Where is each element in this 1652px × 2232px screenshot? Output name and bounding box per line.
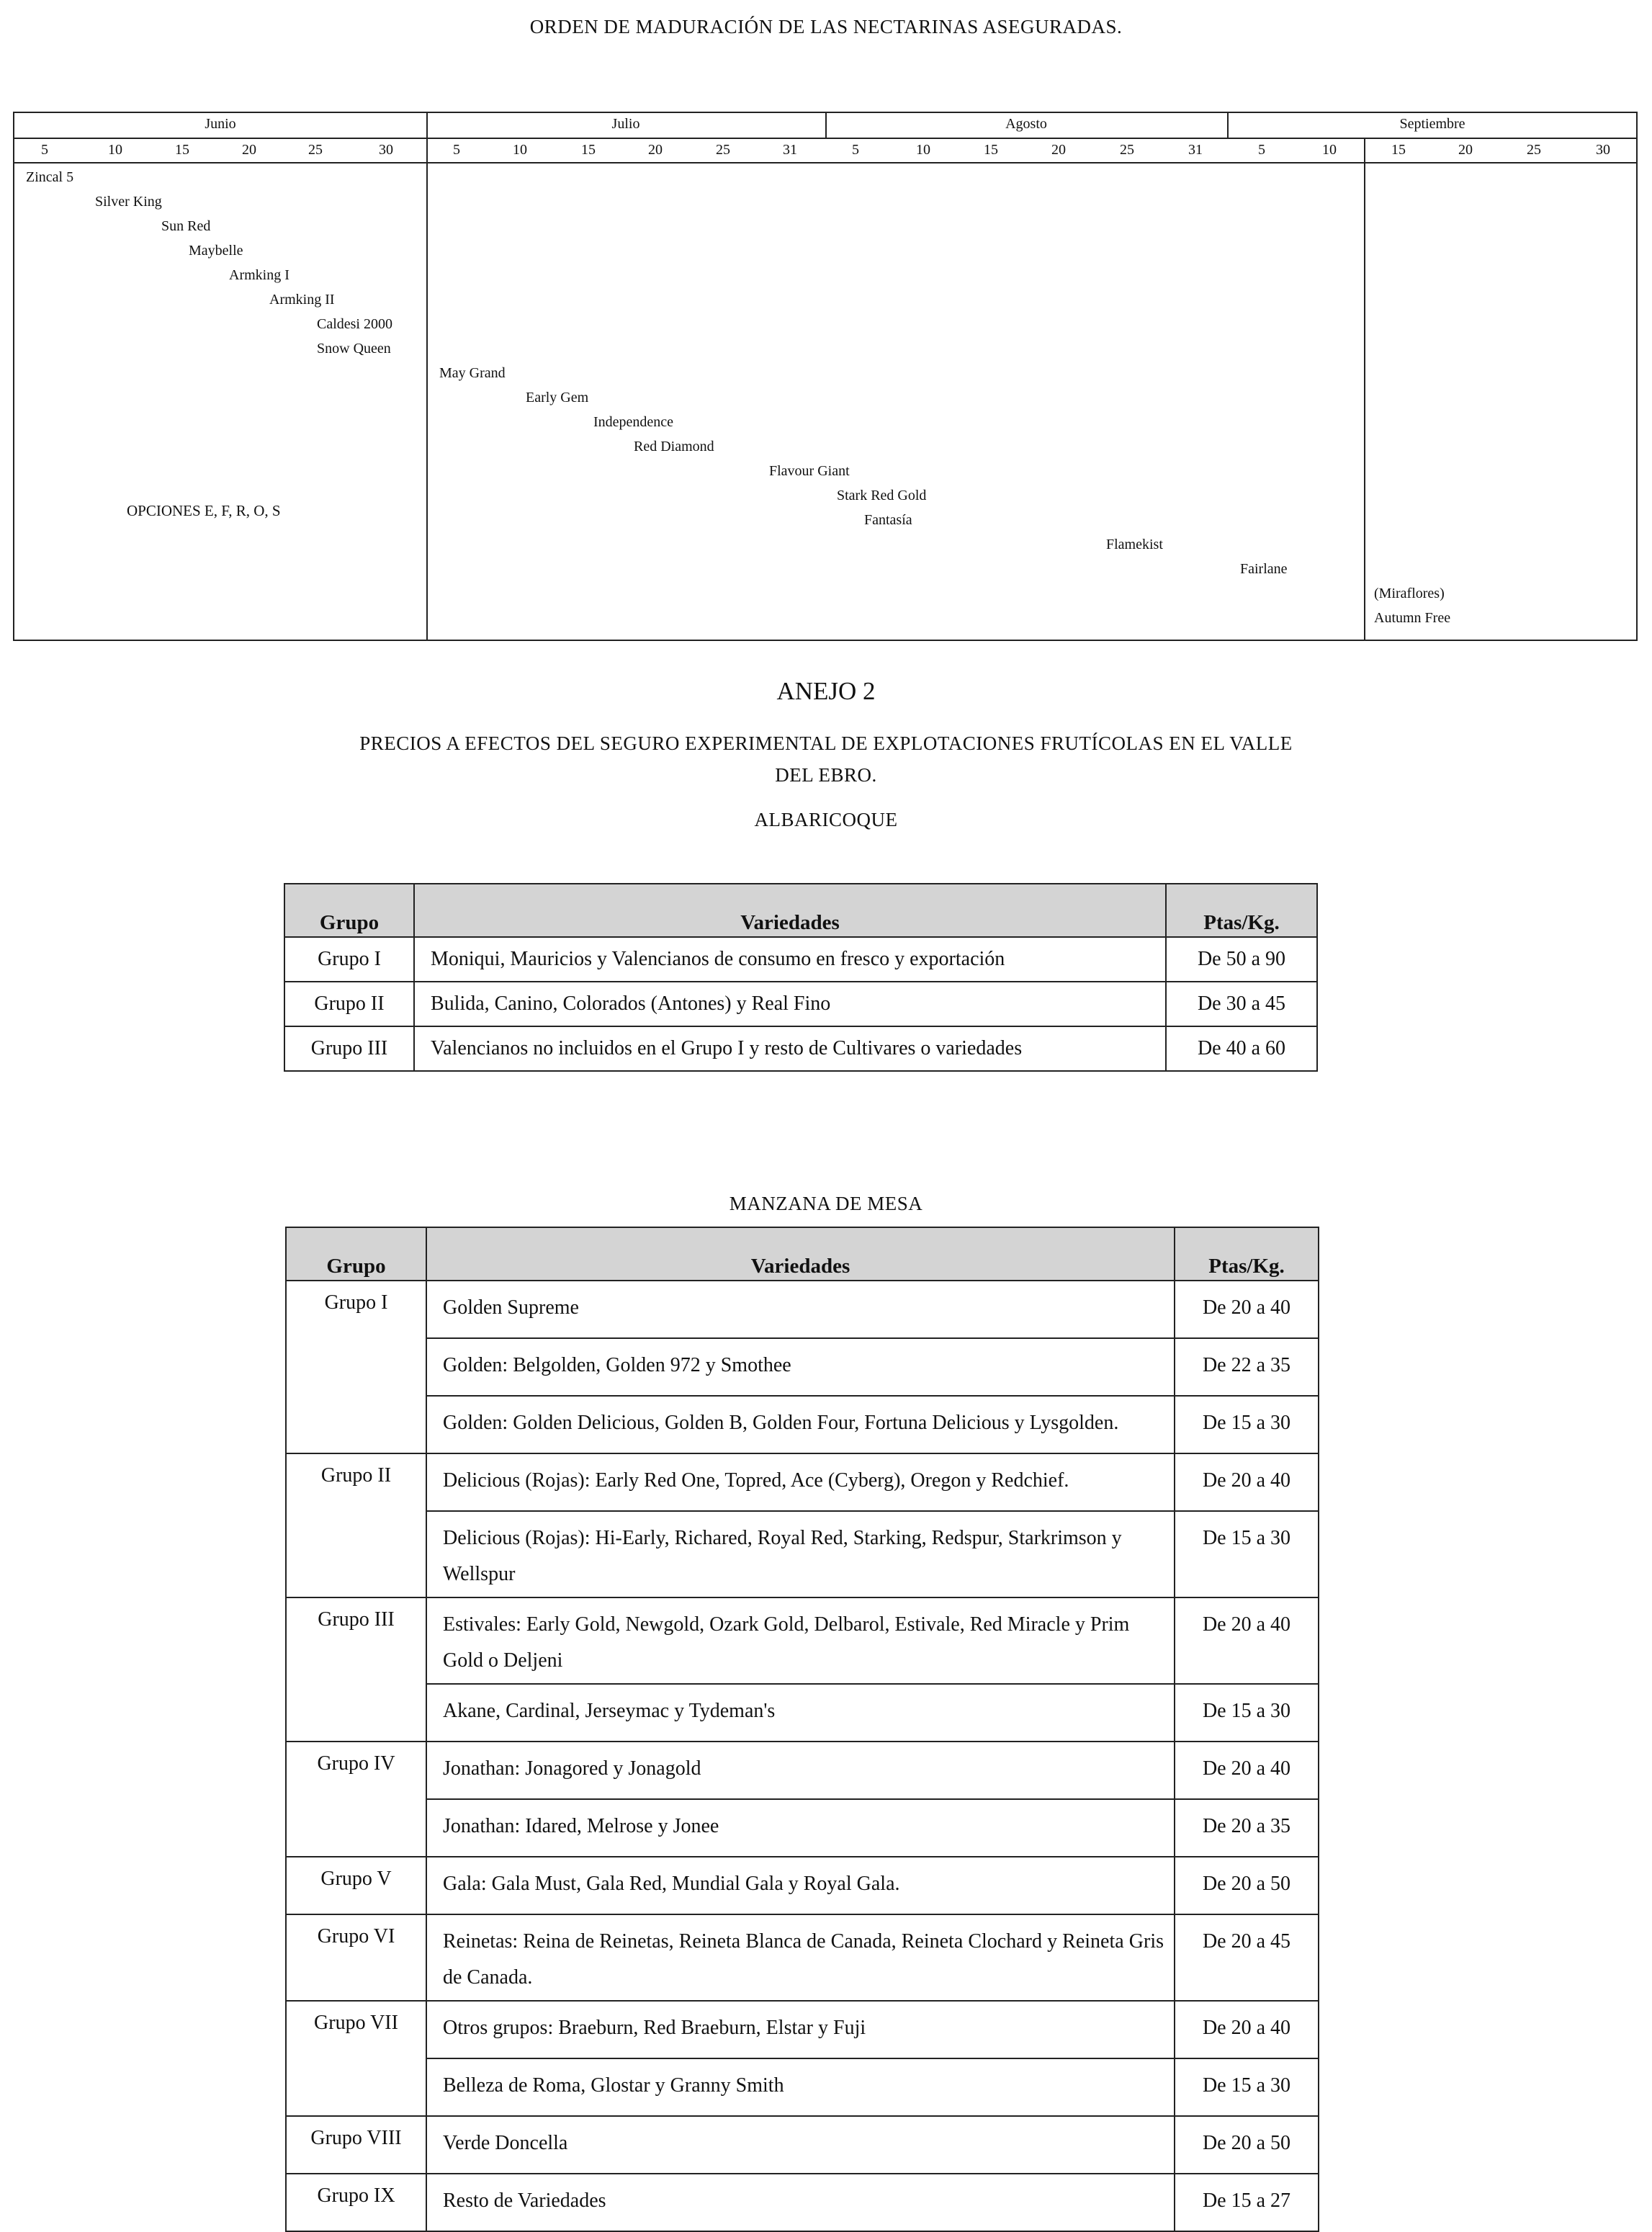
table-row — [286, 1281, 1319, 1338]
variedades-cell: Akane, Cardinal, Jerseymac y Tydeman's — [426, 1684, 1175, 1742]
variety-label: Armking I — [229, 267, 289, 283]
variety-label: Zincal 5 — [26, 169, 74, 185]
variety-label: Silver King — [95, 194, 162, 210]
variety-label: Flavour Giant — [769, 463, 850, 479]
table-row — [286, 1684, 1319, 1742]
variety-label: Early Gem — [526, 390, 589, 405]
column-header-grupo: Grupo — [284, 884, 414, 937]
variety-label: Caldesi 2000 — [317, 316, 392, 332]
precio-cell: De 20 a 40 — [1175, 1742, 1319, 1799]
manzana-heading: MANZANA DE MESA — [729, 1193, 923, 1214]
variedades-cell: Moniqui, Mauricios y Valencianos de consumo en fresco y exportación — [414, 937, 1166, 982]
variety-label: Independence — [593, 414, 674, 430]
variety-label: Autumn Free — [1374, 610, 1451, 626]
column-header-precio: Ptas/Kg. — [1166, 884, 1317, 937]
grupo-cell: Grupo II — [284, 982, 414, 1026]
variedades-cell: Golden: Golden Delicious, Golden B, Golden Four, Fortuna Delicious y Lysgolden. — [426, 1396, 1175, 1453]
grupo-cell: Grupo VIII — [286, 2116, 426, 2174]
precio-cell: De 20 a 50 — [1175, 2116, 1319, 2174]
grupo-cell: Grupo VII — [286, 2001, 426, 2116]
grupo-cell: Grupo I — [286, 1281, 426, 1453]
annex-subtitle-line: DEL EBRO. — [775, 764, 877, 786]
day-tick: 5 — [852, 142, 859, 158]
day-tick: 5 — [453, 142, 460, 158]
variedades-cell: Valencianos no incluidos en el Grupo I y resto de Cultivares o variedades — [414, 1026, 1166, 1071]
month-label: Julio — [611, 116, 640, 132]
variedades-cell: Bulida, Canino, Colorados (Antones) y Real Fino — [414, 982, 1166, 1026]
precio-cell: De 20 a 40 — [1175, 2001, 1319, 2058]
variedades-cell: Resto de Variedades — [426, 2174, 1175, 2231]
month-label: Agosto — [1005, 116, 1047, 132]
precio-cell: De 20 a 40 — [1175, 1281, 1319, 1338]
precio-cell: De 20 a 40 — [1175, 1453, 1319, 1511]
variedades-cell: Golden Supreme — [426, 1281, 1175, 1338]
variety-label: Fairlane — [1240, 561, 1288, 577]
precio-cell: De 30 a 45 — [1166, 982, 1317, 1026]
variety-label: Snow Queen — [317, 341, 391, 357]
table-row — [284, 937, 1317, 982]
variety-label: Stark Red Gold — [837, 488, 927, 503]
grupo-cell: Grupo IV — [286, 1742, 426, 1857]
day-tick: 20 — [1458, 142, 1473, 158]
precio-cell: De 15 a 30 — [1175, 1396, 1319, 1453]
day-tick: 25 — [716, 142, 730, 158]
ripening-chart — [13, 112, 1638, 641]
table-row — [284, 982, 1317, 1026]
day-tick: 15 — [175, 142, 189, 158]
table-row — [286, 2001, 1319, 2058]
precio-cell: De 15 a 30 — [1175, 1684, 1319, 1742]
variedades-cell: Delicious (Rojas): Hi-Early, Richared, Royal Red, Starking, Redspur, Starkrimson y Wellspur — [426, 1511, 1175, 1597]
table-row — [286, 1799, 1319, 1857]
day-tick: 20 — [242, 142, 256, 158]
grupo-cell: Grupo V — [286, 1857, 426, 1914]
grupo-cell: Grupo III — [286, 1597, 426, 1742]
variety-label: Maybelle — [189, 243, 243, 259]
day-tick: 15 — [581, 142, 596, 158]
day-tick: 25 — [1120, 142, 1134, 158]
table-header-row — [284, 884, 1317, 937]
annex-subtitle — [0, 727, 1652, 791]
day-tick: 30 — [1596, 142, 1610, 158]
table-row — [286, 2058, 1319, 2116]
options-label: OPCIONES E, F, R, O, S — [127, 502, 281, 519]
manzana-price-table — [285, 1227, 1319, 2232]
grupo-cell: Grupo I — [284, 937, 414, 982]
table-row — [286, 1338, 1319, 1396]
table-row — [286, 2116, 1319, 2174]
precio-cell: De 20 a 45 — [1175, 1914, 1319, 2001]
ripening-chart-title: ORDEN DE MADURACIÓN DE LAS NECTARINAS ASEGURADAS. — [529, 16, 1123, 37]
variedades-cell: Delicious (Rojas): Early Red One, Topred, Ace (Cyberg), Oregon y Redchief. — [426, 1453, 1175, 1511]
day-tick: 25 — [1527, 142, 1541, 158]
albaricoque-heading: ALBARICOQUE — [754, 809, 898, 830]
variedades-cell: Gala: Gala Must, Gala Red, Mundial Gala y Royal Gala. — [426, 1857, 1175, 1914]
table-row — [286, 1914, 1319, 2001]
variety-label: Fantasía — [864, 512, 912, 528]
table-row — [284, 1026, 1317, 1071]
variedades-cell: Golden: Belgolden, Golden 972 y Smothee — [426, 1338, 1175, 1396]
table-row — [286, 1396, 1319, 1453]
variedades-cell: Verde Doncella — [426, 2116, 1175, 2174]
variety-label: May Grand — [439, 365, 506, 381]
precio-cell: De 40 a 60 — [1166, 1026, 1317, 1071]
table-row — [286, 1597, 1319, 1684]
day-tick: 10 — [1322, 142, 1337, 158]
day-tick: 5 — [41, 142, 48, 158]
day-tick: 31 — [783, 142, 797, 158]
june-july-divider — [426, 113, 428, 640]
grupo-cell: Grupo III — [284, 1026, 414, 1071]
variety-label: (Miraflores) — [1374, 586, 1445, 601]
variedades-cell: Reinetas: Reina de Reinetas, Reineta Blanca de Canada, Reineta Clochard y Reineta Gris de Canada. — [426, 1914, 1175, 2001]
precio-cell: De 20 a 35 — [1175, 1799, 1319, 1857]
table-row — [286, 2174, 1319, 2231]
precio-cell: De 20 a 50 — [1175, 1857, 1319, 1914]
table-header-row — [286, 1227, 1319, 1281]
variedades-cell: Jonathan: Jonagored y Jonagold — [426, 1742, 1175, 1799]
table-row — [286, 1453, 1319, 1511]
column-header-variedades: Variedades — [426, 1227, 1175, 1281]
day-tick: 30 — [379, 142, 393, 158]
variety-label: Armking II — [269, 292, 335, 308]
table-row — [286, 1511, 1319, 1597]
day-tick: 10 — [916, 142, 930, 158]
variety-label: Sun Red — [161, 218, 211, 234]
day-tick: 20 — [1051, 142, 1066, 158]
annex-subtitle-line: PRECIOS A EFECTOS DEL SEGURO EXPERIMENTAL DE EXPLOTACIONES FRUTÍCOLAS EN EL VALLE — [359, 732, 1293, 754]
mid-september-divider — [1364, 138, 1365, 640]
table-row — [286, 1742, 1319, 1799]
day-tick: 31 — [1188, 142, 1203, 158]
grupo-cell: Grupo VI — [286, 1914, 426, 2001]
grupo-cell: Grupo IX — [286, 2174, 426, 2231]
column-header-precio: Ptas/Kg. — [1175, 1227, 1319, 1281]
variety-label: Red Diamond — [634, 439, 714, 454]
table-row — [286, 1857, 1319, 1914]
day-tick: 10 — [513, 142, 527, 158]
column-header-variedades: Variedades — [414, 884, 1166, 937]
day-tick: 15 — [1391, 142, 1406, 158]
month-label: Junio — [205, 116, 236, 132]
precio-cell: De 15 a 30 — [1175, 1511, 1319, 1597]
albaricoque-price-table — [284, 883, 1318, 1072]
variedades-cell: Estivales: Early Gold, Newgold, Ozark Gold, Delbarol, Estivale, Red Miracle y Prim Gold o Deljeni — [426, 1597, 1175, 1684]
precio-cell: De 15 a 27 — [1175, 2174, 1319, 2231]
day-tick: 20 — [648, 142, 663, 158]
day-tick: 25 — [308, 142, 323, 158]
day-row-divider — [14, 162, 1636, 163]
month-label: Septiembre — [1399, 116, 1465, 132]
month-row-divider — [14, 138, 1636, 139]
variedades-cell: Otros grupos: Braeburn, Red Braeburn, Elstar y Fuji — [426, 2001, 1175, 2058]
annex-title: ANEJO 2 — [776, 677, 876, 705]
variety-label: Flamekist — [1106, 537, 1163, 552]
precio-cell: De 50 a 90 — [1166, 937, 1317, 982]
variedades-cell: Belleza de Roma, Glostar y Granny Smith — [426, 2058, 1175, 2116]
precio-cell: De 15 a 30 — [1175, 2058, 1319, 2116]
variedades-cell: Jonathan: Idared, Melrose y Jonee — [426, 1799, 1175, 1857]
day-tick: 10 — [108, 142, 122, 158]
grupo-cell: Grupo II — [286, 1453, 426, 1597]
day-tick: 15 — [984, 142, 998, 158]
day-tick: 5 — [1258, 142, 1265, 158]
precio-cell: De 22 a 35 — [1175, 1338, 1319, 1396]
column-header-grupo: Grupo — [286, 1227, 426, 1281]
precio-cell: De 20 a 40 — [1175, 1597, 1319, 1684]
